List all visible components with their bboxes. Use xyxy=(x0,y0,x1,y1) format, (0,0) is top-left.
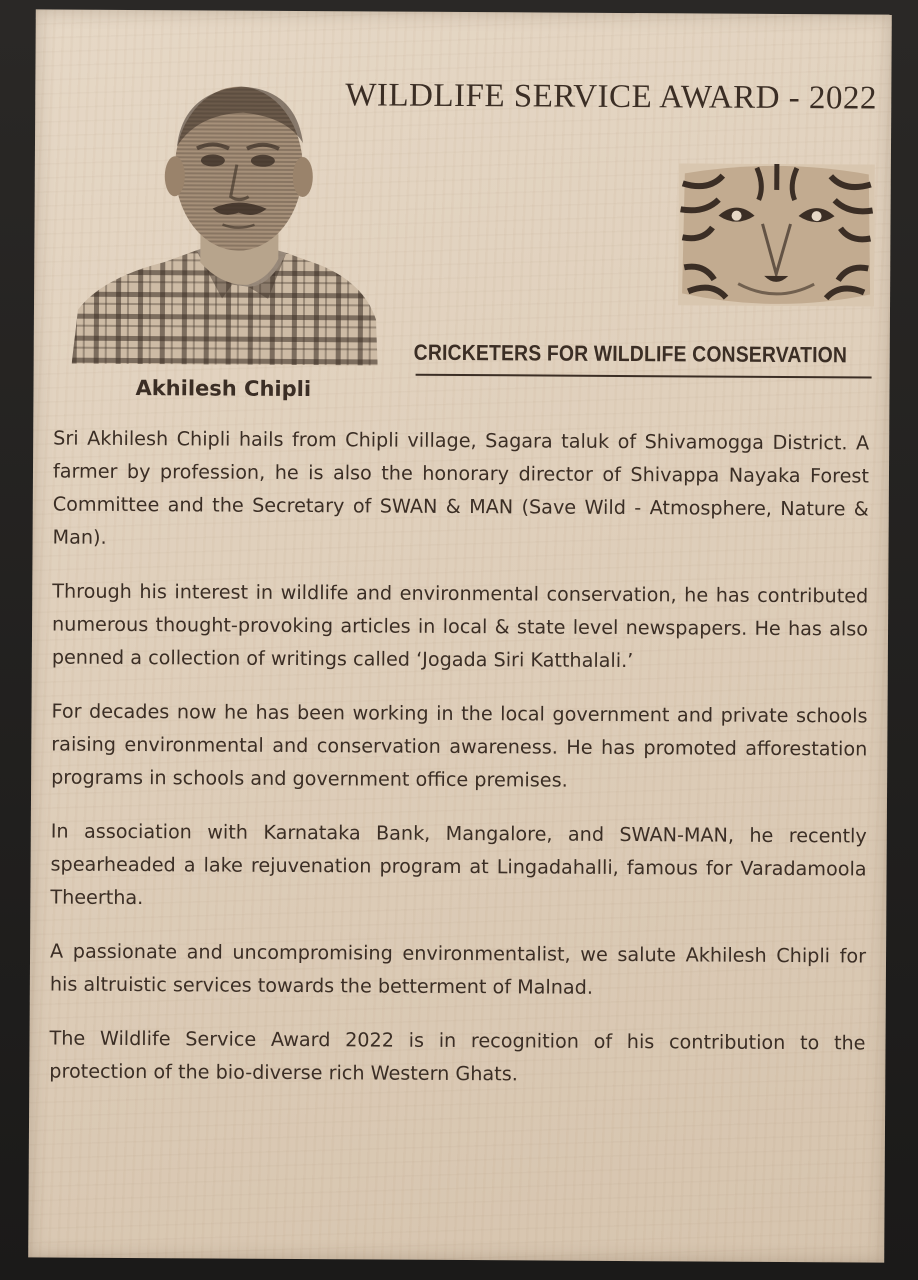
citation-body xyxy=(49,422,869,1114)
award-title: WILDLIFE SERVICE AWARD - 2022 xyxy=(345,77,878,117)
tiger-face-icon xyxy=(678,163,875,306)
recipient-name: Akhilesh Chipli xyxy=(135,376,312,402)
subtitle-underline xyxy=(416,374,872,379)
citation-paragraph: Sri Akhilesh Chipli hails from Chipli village, Sagara taluk of Shivamogga District. A farmer by profession, he is also the honorary director of Shivappa Nayaka Forest Committee and the Secretary of SWAN & MAN (Save Wild - Atmosphere, Nature & Man). xyxy=(52,426,870,549)
award-subtitle: CRICKETERS FOR WILDLIFE CONSERVATION xyxy=(413,339,848,368)
recipient-portrait xyxy=(72,72,380,366)
citation-paragraph: For decades now he has been working in the local government and private schools raising environmental and conservation awareness. He has promoted afforestation programs in schools and government office premises. xyxy=(51,699,868,792)
citation-paragraph: In association with Karnataka Bank, Mangalore, and SWAN-MAN, he recently spearheaded a lake rejuvenation program at Lingadahalli, famous for Varadamoola Theertha. xyxy=(50,819,867,910)
citation-paragraph: A passionate and uncompromising environmentalist, we salute Akhilesh Chipli for his altruistic services towards the betterment of Malnad. xyxy=(49,939,867,999)
citation-paragraph: Through his interest in wildlife and environmental conservation, he has contributed numerous thought-provoking articles in local & state level newspapers. He has also penned a collection of writings called ‘Jogada Siri Katthalali.’ xyxy=(51,579,869,673)
award-plaque xyxy=(28,9,892,1262)
citation-paragraph: The Wildlife Service Award 2022 is in recognition of his contribution to the protection of the bio-diverse rich Western Ghats. xyxy=(49,1026,866,1086)
